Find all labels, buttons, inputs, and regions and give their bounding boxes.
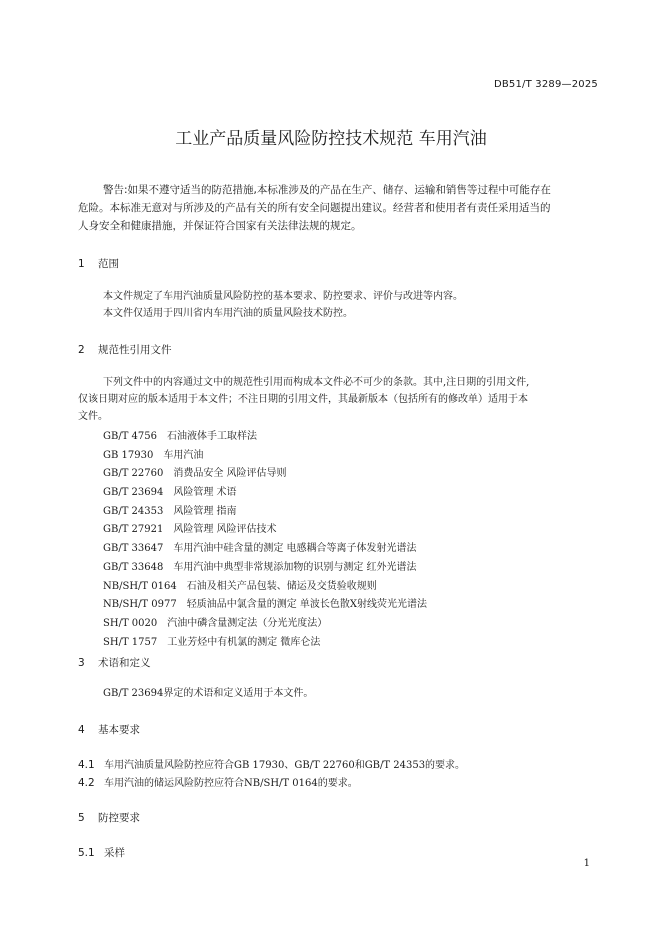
reference-title: 车用汽油中典型非常规添加物的识别与测定 红外光谱法 [173,561,417,573]
reference-code: GB/T 24353 [103,505,164,517]
section-number: 5 [78,812,85,824]
clause-text: 车用汽油质量风险防控应符合GB 17930、GB/T 22760和GB/T 24353的要求。 [104,760,466,771]
warning-line: 人身安全和健康措施，并保证符合国家有关法律法规的规定。 [78,220,362,232]
reference-code: GB/T 33648 [103,561,164,573]
reference-code: GB/T 4756 [103,431,158,442]
page-number: 1 [583,858,590,869]
section-title: 范围 [98,258,119,270]
reference-title: 石油及相关产品包装、储运及交货验收规则 [186,580,377,592]
reference-list [103,428,427,652]
reference-item [103,447,427,466]
clause-number: 4.1 [78,759,95,771]
section-title: 术语和定义 [98,657,151,669]
clause-title: 采样 [104,847,125,859]
section-heading-normative-references [78,342,172,357]
reference-title: 车用汽油中硅含量的测定 电感耦合等离子体发射光谱法 [173,543,417,555]
clause-number: 5.1 [78,847,95,859]
reference-code: GB 17930 [103,449,154,461]
warning-paragraph [78,181,600,235]
scope-paragraph: 本文件规定了车用汽油质量风险防控的基本要求、防控要求、评价与改进等内容。 [103,291,463,302]
section-number: 2 [78,344,85,356]
scope-paragraph: 本文件仅适用于四川省内车用汽油的质量风险技术防控。 [103,308,353,319]
reference-item [103,540,427,559]
references-intro-line: 仅该日期对应的版本适用于本文件；不注日期的引用文件，其最新版本（包括所有的修改单）适用于本 [78,394,528,405]
reference-title: 车用汽油 [163,449,204,461]
reference-title: 风险管理 术语 [173,487,237,499]
clause-4-2 [78,774,358,789]
reference-item [103,521,427,540]
section-title: 规范性引用文件 [98,344,172,356]
reference-code: GB/T 33647 [103,543,164,555]
reference-item [103,484,427,503]
clause-text: 车用汽油的储运风险防控应符合NB/SH/T 0164的要求。 [104,778,358,789]
reference-title: 轻质油品中氯含量的测定 单波长色散X射线荧光光谱法 [186,599,428,611]
terms-paragraph: GB/T 23694界定的术语和定义适用于本文件。 [103,688,314,699]
reference-title: 风险管理 指南 [173,505,237,517]
warning-line: 警告:如果不遵守适当的防范措施,本标准涉及的产品在生产、储存、运输和销售等过程中可能存在 [103,184,551,196]
reference-item [103,634,427,653]
section-number: 4 [78,724,85,736]
section-number: 1 [78,258,85,270]
standard-code: DB51/T 3289—2025 [493,79,598,90]
reference-item [103,428,427,447]
clause-4-1 [78,756,465,771]
document-title: 工业产品质量风险防控技术规范 车用汽油 [175,129,487,149]
section-heading-scope [78,256,119,271]
references-intro-line: 下列文件中的内容通过文中的规范性引用而构成本文件必不可少的条款。其中,注日期的引用文件, [103,377,530,388]
reference-code: SH/T 1757 [103,636,158,648]
clause-5-1 [78,845,125,860]
reference-title: 工业芳烃中有机氯的测定 微库仑法 [167,636,321,648]
reference-code: SH/T 0020 [103,617,158,629]
references-intro-line: 文件。 [78,411,108,422]
warning-line: 危险。本标准无意对与所涉及的产品有关的所有安全问题提出建议。经营者和使用者有责任采用适当的 [78,202,551,214]
reference-title: 石油液体手工取样法 [167,431,258,442]
section-heading-terms [78,655,151,670]
reference-title: 消费品安全 风险评估导则 [173,468,287,480]
reference-code: GB/T 23694 [103,487,164,499]
reference-code: NB/SH/T 0164 [103,580,177,592]
reference-item [103,503,427,522]
section-number: 3 [78,657,85,669]
section-title: 防控要求 [98,812,140,824]
reference-code: GB/T 27921 [103,524,164,536]
section-title: 基本要求 [98,724,140,736]
reference-title: 汽油中磷含量测定法（分光光度法） [167,617,328,629]
reference-item [103,596,427,615]
reference-item [103,465,427,484]
reference-code: NB/SH/T 0977 [103,599,177,611]
reference-item [103,578,427,597]
section-heading-control-requirements [78,810,140,825]
clause-number: 4.2 [78,777,95,789]
reference-item [103,559,427,578]
reference-title: 风险管理 风险评估技术 [173,524,277,536]
reference-code: GB/T 22760 [103,468,164,480]
reference-item [103,615,427,634]
section-heading-basic-requirements [78,722,140,737]
